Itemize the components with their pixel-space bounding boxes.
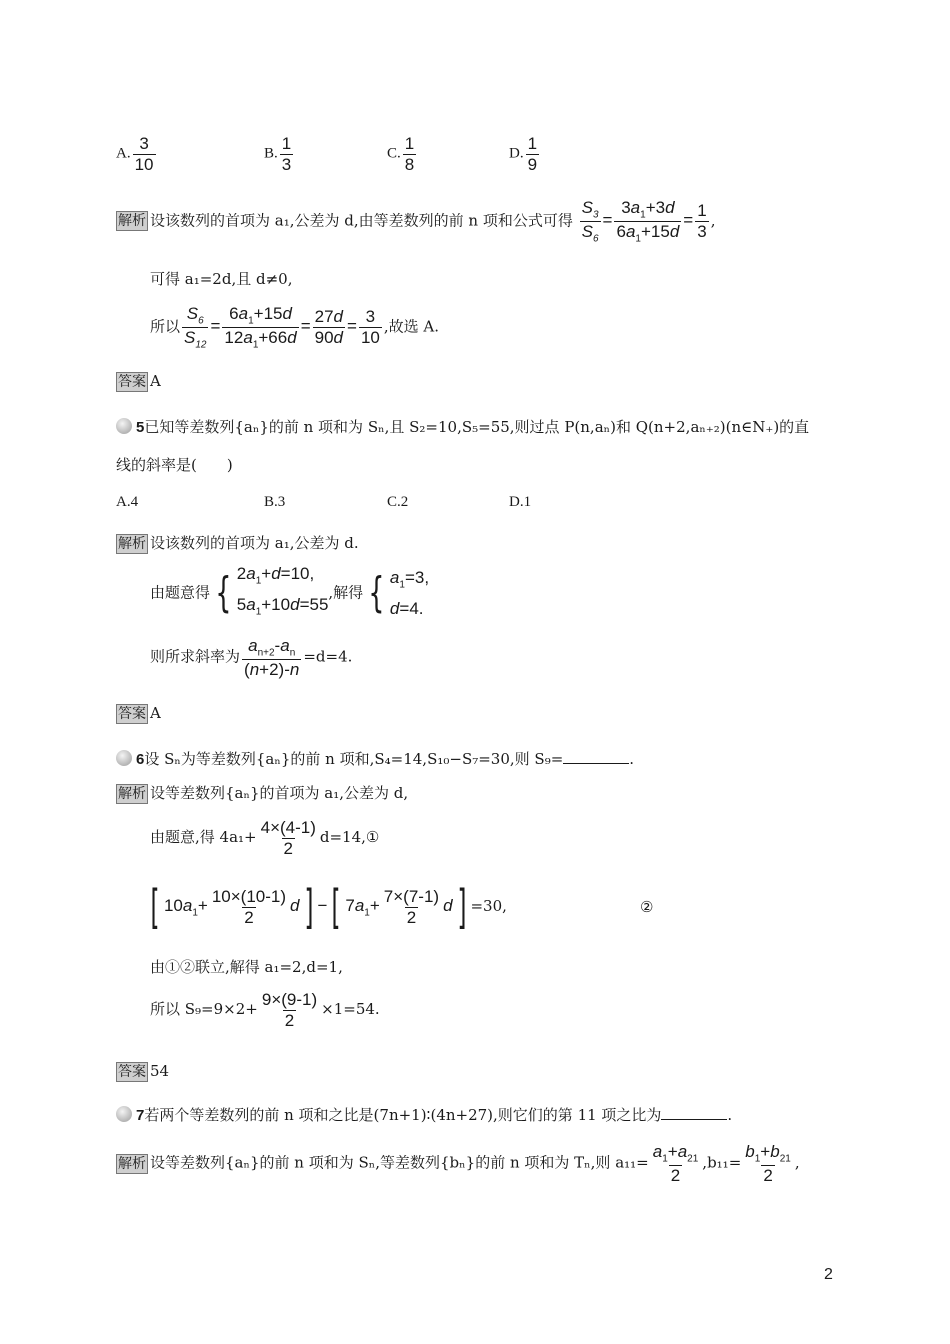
q5-stem-line1: 5已知等差数列{aₙ}的前 n 项和为 Sₙ,且 S₂=10,S₅=55,则过点 P(n,aₙ)和 Q(n+2,aₙ₊₂)(n∈N₊)的直 (116, 416, 809, 437)
page-number: 2 (824, 1266, 833, 1283)
q5-answer: 答案 A (118, 704, 161, 722)
q4-option-b: B. $\frac{1}{3}$ (264, 134, 292, 174)
q5-stem-line2: 线的斜率是( ) (116, 456, 233, 474)
q5-option-c: C.2 (387, 494, 409, 510)
q6-circle-2: ② (640, 898, 654, 916)
q5-analysis-line1: 解析 设该数列的首项为 a₁,公差为 d. (118, 534, 359, 552)
q4-analysis-line2: 可得 a₁=2d,且 d≠0, (150, 270, 293, 288)
q4-analysis-line1: 解析 设该数列的首项为 a₁,公差为 d,由等差数列的前 n 项和公式可得 $\frac{S_3}{S_6}$ = $\frac{3a_1+3d}{6a_1+15d}$ = $\frac{1}{3}$ , (118, 198, 716, 245)
q4-option-d: D. $\frac{1}{9}$ (509, 134, 538, 174)
answer-blank (661, 1119, 727, 1120)
q6-analysis-line5: 所以 S₉=9×2+ $\frac{9\times(9-1)}{2}$ ×1=54. (150, 990, 380, 1030)
q6-analysis-line1: 解析 设等差数列{aₙ}的首项为 a₁,公差为 d, (118, 784, 409, 802)
q5-option-b: B.3 (264, 494, 286, 510)
q6-analysis-line4: 由①②联立,解得 a₁=2,d=1, (150, 958, 343, 976)
q4-answer: 答案 A (118, 372, 161, 390)
q5-analysis-line3: 则所求斜率为 $\frac{a_{n+2}-a_n}{(n+2)-n}$ =d=4. (150, 636, 353, 679)
q6-stem: 6设 Sₙ为等差数列{aₙ}的前 n 项和,S₄=14,S₁₀−S₇=30,则 S₉= . (116, 748, 634, 769)
q5-option-d: D.1 (509, 494, 532, 510)
question-marker-icon (116, 418, 132, 434)
question-marker-icon (116, 1106, 132, 1122)
q4-analysis-line3: 所以 $\frac{S_6}{S_{12}}$ = $\frac{6a_1+15d}{12a_1+66d}$ = $\frac{27d}{90d}$ = $\frac{3}{10}$ ,故选 A. (150, 304, 440, 351)
answer-blank (563, 763, 629, 764)
q6-answer: 答案 54 (118, 1062, 170, 1080)
q7-stem: 7若两个等差数列的前 n 项和之比是(7n+1)∶(4n+27),则它们的第 11 项之比为 . (116, 1104, 732, 1125)
q4-option-a: A. $\frac{3}{10}$ (116, 134, 154, 174)
q5-option-a: A.4 (116, 494, 139, 510)
question-marker-icon (116, 750, 132, 766)
q4-option-c: C. $\frac{1}{8}$ (387, 134, 415, 174)
q7-analysis-line1: 解析 设等差数列{aₙ}的前 n 项和为 Sₙ,等差数列{bₙ}的前 n 项和为 Tₙ,则 a₁₁= $\frac{a_1+a_{21}}{2}$ ,b₁₁= $\frac{b_1+b_{21}}{2}$ , (118, 1142, 800, 1185)
q6-analysis-line3: [ $10a_1+$ $\frac{10\times(10-1)}{2}$ d] −[ $7a_1+$ $\frac{7\times(7-1)}{2}$ d] =30, (150, 880, 507, 934)
q6-analysis-line2: 由题意,得 4a₁+ $\frac{4\times(4-1)}{2}$ d=14,① (150, 818, 380, 858)
q5-analysis-line2: 由题意得 { $2a_1+d=10$, $5a_1+10d=55$ ,解得 { $a_1=3$, d=4. (150, 564, 430, 619)
